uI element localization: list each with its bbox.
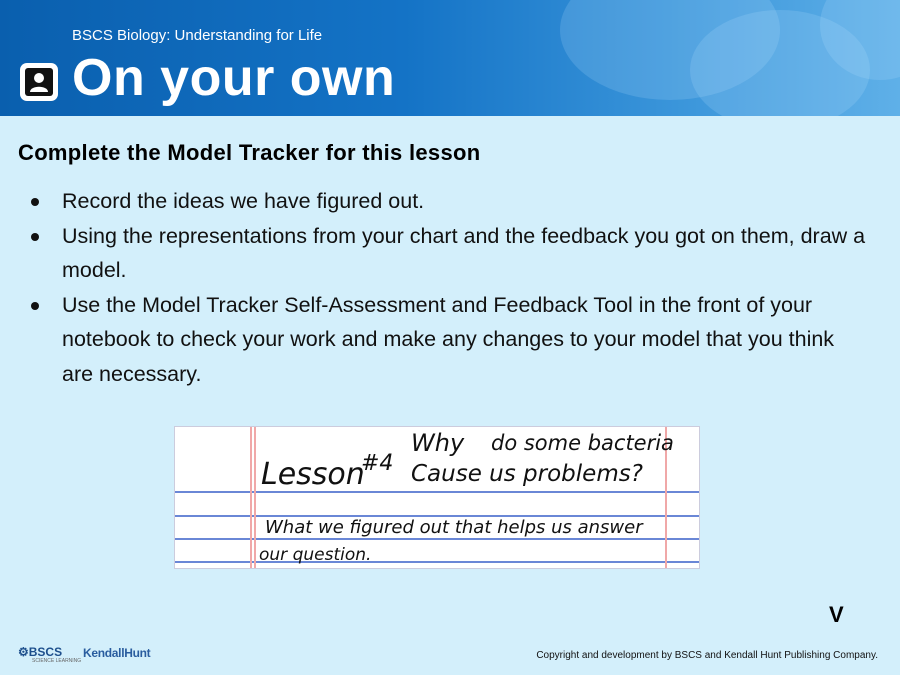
list-item: Using the representations from your chart and the feedback you got on them, draw a model. <box>28 219 868 288</box>
notebook-lesson: Lesson <box>261 457 365 492</box>
bullet-icon <box>31 233 39 241</box>
notebook-why: Why <box>411 429 465 457</box>
kendall-hunt-logo: KendallHunt <box>83 646 151 660</box>
list-item: Record the ideas we have figured out. <box>28 184 868 219</box>
notebook-figured-out: What we figured out that helps us answer <box>265 517 643 538</box>
notebook-lesson-number: #4 <box>361 451 394 476</box>
notebook-question-top: do some bacteria <box>491 431 674 455</box>
section-heading: Complete the Model Tracker for this lesson <box>18 140 481 165</box>
notebook-our-question: our question. <box>259 545 372 565</box>
page-title: On your own <box>72 49 396 107</box>
list-item: Use the Model Tracker Self-Assessment and Feedback Tool in the front of your notebook to check your work and make any changes to your model that you think are necessary. <box>28 288 868 392</box>
bscs-logo: ⚙BSCS SCIENCE LEARNING <box>18 645 82 664</box>
corner-mark: V <box>829 602 844 627</box>
gear-icon: ⚙ <box>18 645 29 659</box>
header-banner <box>0 0 900 116</box>
bullet-icon <box>31 302 39 310</box>
notebook-image <box>174 426 700 569</box>
copyright-text: Copyright and development by BSCS and Kendall Hunt Publishing Company. <box>536 650 878 661</box>
bullet-icon <box>31 198 39 206</box>
notebook-question-bottom: Cause us problems? <box>411 461 643 487</box>
bullet-list <box>28 184 868 391</box>
course-subtitle: BSCS Biology: Understanding for Life <box>72 27 323 44</box>
person-icon <box>20 63 58 101</box>
